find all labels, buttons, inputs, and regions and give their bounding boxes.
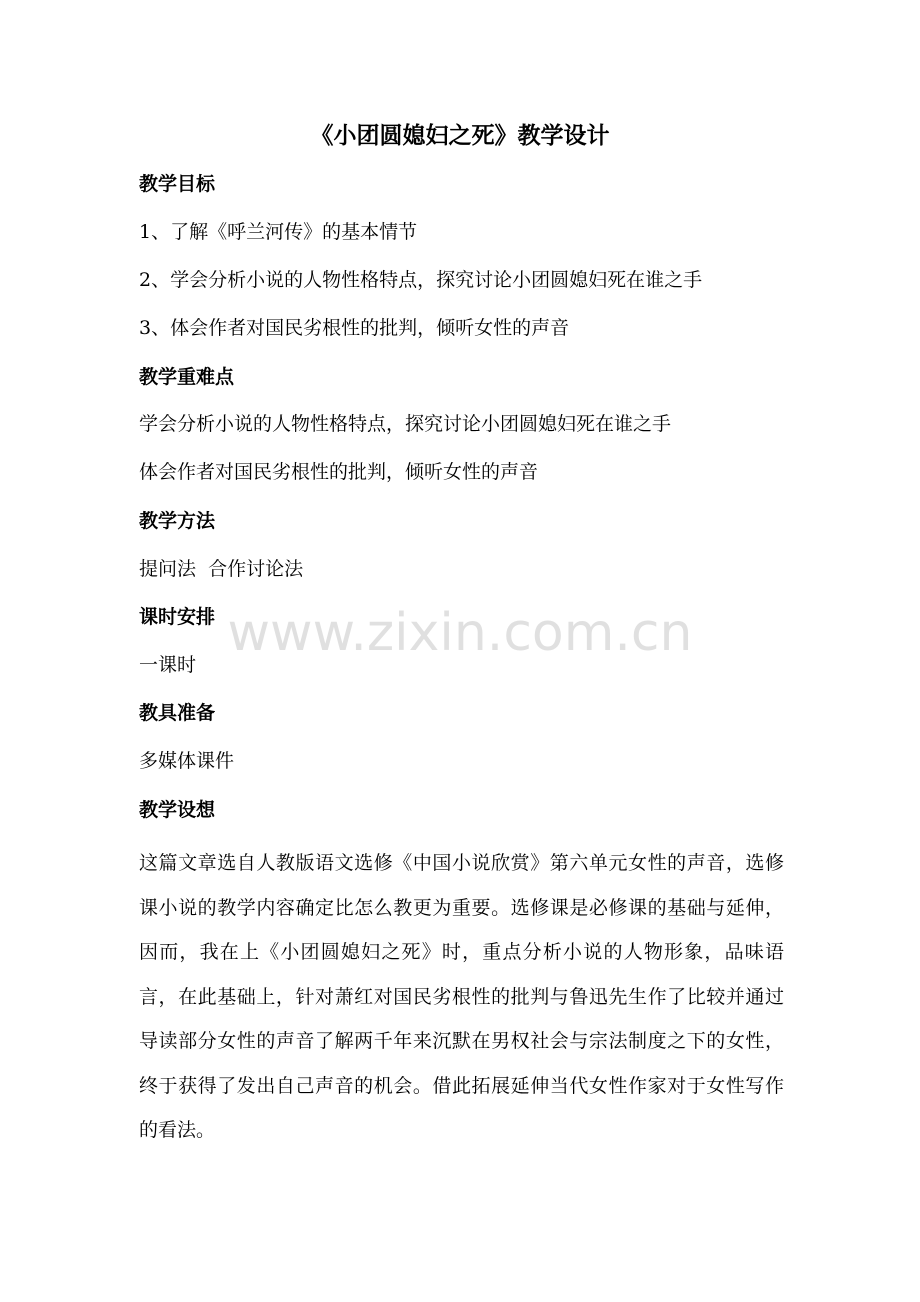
heading-methods: 教学方法 — [139, 510, 216, 532]
heading-key-points: 教学重难点 — [139, 366, 235, 388]
tools-text: 多媒体课件 — [139, 750, 235, 772]
objective-item-2: 2、学会分析小说的人物性格特点，探究讨论小团圆媳妇死在谁之手 — [139, 269, 703, 291]
heading-tools: 教具准备 — [139, 702, 216, 724]
key-point-item-1: 学会分析小说的人物性格特点，探究讨论小团圆媳妇死在谁之手 — [139, 413, 672, 435]
key-point-item-2: 体会作者对国民劣根性的批判，倾听女性的声音 — [139, 461, 539, 483]
heading-schedule: 课时安排 — [139, 606, 216, 628]
objective-item-1: 1、了解《呼兰河传》的基本情节 — [139, 221, 418, 243]
heading-concept: 教学设想 — [139, 799, 216, 821]
concept-paragraph: 这篇文章选自人教版语文选修《中国小说欣赏》第六单元女性的声音，选修课小说的教学内容确定比怎么教更为重要。选修课是必修课的基础与延伸，因而，我在上《小团圆媳妇之死》时，重点分析小说的人物形象，品味语言，在此基础上，针对萧红对国民劣根性的批判与鲁迅先生作了比较并通过导读部分女性的声音了解两千年来沉默在男权社会与宗法制度之下的女性，终于获得了发出自己声音的机会。借此拓展延伸当代女性作家对于女性写作的看法。 — [139, 852, 784, 1141]
methods-text: 提问法 合作讨论法 — [139, 558, 304, 580]
objective-item-3: 3、体会作者对国民劣根性的批判，倾听女性的声音 — [139, 317, 570, 339]
schedule-text: 一课时 — [139, 654, 197, 676]
watermark-text: www.zixin.com.cn — [227, 603, 693, 663]
heading-objectives: 教学目标 — [139, 173, 216, 195]
document-title: 《小团圆媳妇之死》教学设计 — [310, 122, 610, 149]
